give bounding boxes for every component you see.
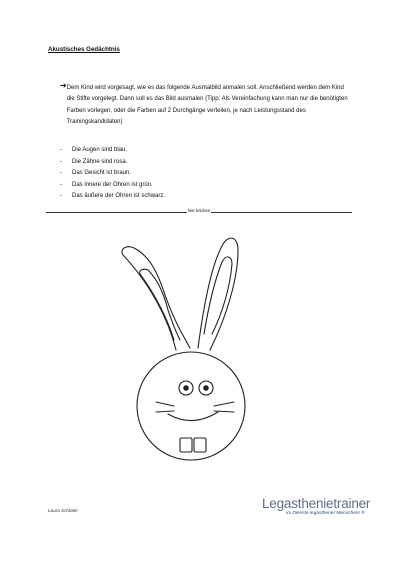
fold-label: hier knicken [187, 208, 211, 213]
rabbit-face [137, 352, 245, 460]
fold-line [46, 208, 352, 213]
whisker-right-2 [214, 411, 234, 412]
logo-wordmark: Legasthenietrainer [262, 496, 371, 511]
whisker-right-1 [214, 402, 234, 406]
list-item: - Das Gesicht ist braun. [60, 170, 132, 176]
right-ear-inner [204, 257, 232, 334]
list-item: - Die Augen sind blau. [60, 147, 128, 153]
page-title: Akustisches Gedächtnis [48, 46, 120, 53]
intro-paragraph [60, 83, 352, 129]
list-item: - Das äußere der Ohren ist schwarz. [60, 193, 166, 199]
arrow-bullet-icon: ➔ [60, 81, 67, 90]
logo-tagline: im Dienste legasthener Menschen! ® [286, 511, 365, 516]
left-pupil [184, 386, 188, 390]
whisker-left-1 [156, 402, 174, 406]
fold-line-left [46, 208, 187, 213]
fold-line-right [211, 208, 352, 213]
intro-text: Dem Kind wird vorgesagt, wie es das folgende Ausmalbild anmalen soll. Anschließend werden dem Kind die Stifte vorgelegt. Dann soll es das Bild ausmalen (Tipp: Als Vereinfachung kann man nur die benötigten Farben vorlegen, oder die Farben auf 2 Durchgänge verteilen, je nach Leistungsstand des Trainingskandidaten) [66, 85, 348, 126]
list-item: - Das innere der Ohren ist grün. [60, 181, 153, 188]
rabbit-illustration [110, 222, 270, 462]
right-pupil [204, 386, 208, 390]
right-tooth [194, 438, 206, 452]
footer-author: Laura Schlüter [48, 508, 78, 513]
coloring-instructions-list [60, 145, 165, 203]
left-tooth [180, 438, 192, 452]
legasthenietrainer-logo [262, 497, 382, 516]
whisker-left-2 [156, 411, 174, 412]
list-item: - Die Zähne sind rosa. [60, 158, 128, 165]
mouth [168, 412, 218, 421]
